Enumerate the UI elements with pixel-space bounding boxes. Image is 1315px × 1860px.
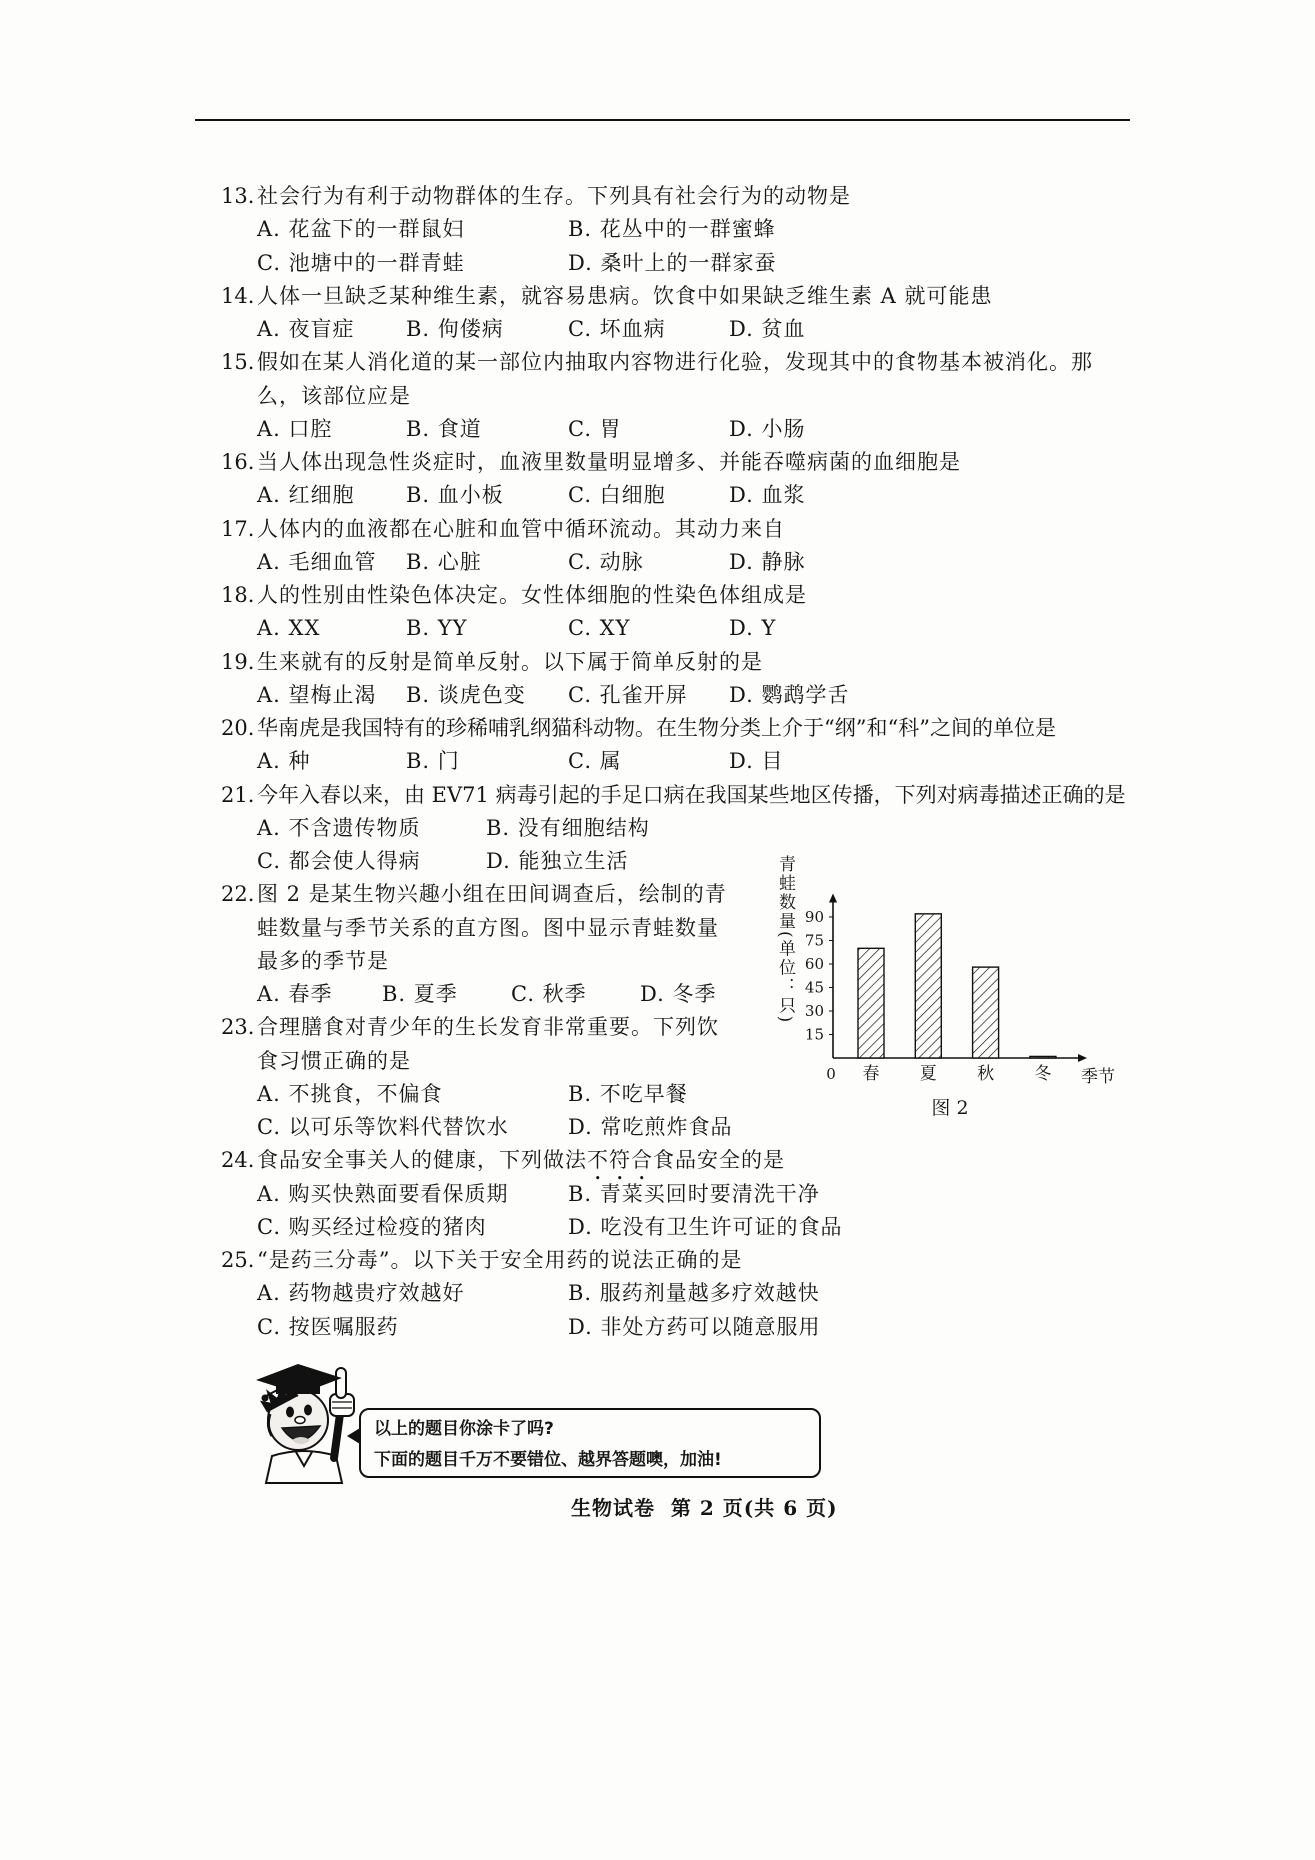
option-c: C. 以可乐等饮料代替饮水	[257, 1115, 509, 1139]
option-a: A. 毛细血管	[257, 549, 377, 574]
question-number: 13.	[221, 184, 255, 208]
option-a: A. 花盆下的一群鼠妇	[257, 217, 465, 242]
y-tick-label: 30	[804, 1001, 824, 1020]
emphasized-text: 不符合	[587, 1148, 653, 1173]
question-24-stem	[221, 1144, 1141, 1177]
option-a: A. 购买快熟面要看保质期	[257, 1181, 509, 1206]
option-a: A. 红细胞	[257, 483, 355, 508]
question-number: 15.	[221, 350, 255, 375]
question-text: 人的性别由性染色体决定。女性体细胞的性染色体组成是	[257, 583, 807, 607]
option-b: B. 食道	[406, 416, 482, 441]
option-a: A. 不含遗传物质	[257, 815, 421, 840]
question-24-options-row	[221, 1178, 1141, 1211]
option-d: D. 吃没有卫生许可证的食品	[568, 1214, 843, 1239]
option-c: C. XY	[568, 616, 631, 641]
question-14-stem	[221, 280, 1141, 313]
x-category-label: 春	[862, 1064, 880, 1084]
option-a: A. 望梅止渴	[257, 682, 377, 707]
y-tick-label: 60	[804, 954, 824, 973]
option-c: C. 秋季	[511, 982, 587, 1006]
y-axis-arrow	[829, 893, 837, 902]
y-tick-label: 15	[804, 1025, 824, 1044]
question-16-stem	[221, 446, 1141, 479]
question-text: 合理膳食对青少年的生长发育非常重要。下列饮	[257, 1015, 719, 1040]
y-tick-label: 45	[804, 978, 824, 997]
option-c: C. 坏血病	[568, 317, 666, 341]
header-rule	[195, 119, 1130, 121]
option-b: B. 服药剂量越多疗效越快	[568, 1281, 820, 1306]
question-14-options-row	[221, 313, 1141, 346]
question-text: 当人体出现急性炎症时，血液里数量明显增多、并能吞噬病菌的血细胞是	[257, 450, 961, 474]
figure-caption: 图 2	[931, 1097, 969, 1119]
cartoon-student-icon	[246, 1352, 364, 1484]
x-category-label: 冬	[1034, 1064, 1052, 1084]
question-number: 24.	[221, 1148, 255, 1173]
origin-label: 0	[826, 1065, 836, 1083]
option-d: D. 冬季	[640, 982, 717, 1006]
question-15-options-row	[221, 413, 1141, 446]
question-text: 食品安全事关人的健康，下列做法	[257, 1148, 587, 1173]
chart-y-axis-label: 青蛙数量(单位：只)	[775, 855, 795, 1025]
question-13-stem	[221, 180, 1141, 213]
question-15-stem	[221, 346, 1141, 379]
question-list	[221, 180, 1141, 1344]
speech-bubble-tail	[347, 1428, 360, 1444]
question-text: 人体一旦缺乏某种维生素，就容易患病。饮食中如果缺乏维生素 A 就可能患	[257, 283, 993, 308]
question-22-stem-continued: 最多的季节是	[257, 948, 389, 973]
option-b: B. 佝偻病	[406, 317, 504, 341]
question-20-stem	[221, 712, 1141, 745]
option-c: C. 按医嘱服药	[257, 1314, 399, 1339]
bar-春	[858, 948, 884, 1058]
question-17-options-row	[221, 546, 1141, 579]
reminder-line-1: 以上的题目你涂卡了吗?	[374, 1419, 554, 1439]
option-d: D. 鹦鹉学舌	[729, 682, 850, 707]
x-axis-label: 季节	[1081, 1067, 1115, 1087]
question-13-options-row	[221, 247, 1141, 280]
option-b: B. 门	[406, 749, 460, 774]
question-25-options-row	[221, 1311, 1141, 1344]
option-c: C. 孔雀开屏	[568, 682, 688, 707]
question-number: 14.	[221, 283, 255, 308]
question-number: 22.	[221, 882, 255, 907]
option-d: D. 血浆	[729, 483, 806, 508]
question-number: 19.	[221, 649, 255, 674]
question-number: 23.	[221, 1015, 255, 1040]
option-d: D. Y	[729, 616, 777, 641]
option-b: B. 不吃早餐	[568, 1081, 688, 1106]
option-b: B. 没有细胞结构	[486, 815, 650, 840]
option-d: D. 静脉	[729, 549, 806, 574]
question-24-options-row	[221, 1211, 1141, 1244]
reminder-line-2: 下面的题目千万不要错位、越界答题噢，加油!	[374, 1450, 722, 1470]
question-number: 25.	[221, 1248, 255, 1272]
question-text-end: 食品安全的是	[653, 1148, 785, 1173]
option-c: C. 都会使人得病	[257, 849, 421, 873]
question-18-stem	[221, 579, 1141, 612]
option-c: C. 池塘中的一群青蛙	[257, 250, 465, 275]
question-21-stem	[221, 779, 1141, 812]
question-text: “是药三分毒”。以下关于安全用药的说法正确的是	[257, 1248, 743, 1272]
option-b: B. 血小板	[406, 483, 504, 508]
option-a: A. 种	[257, 749, 311, 774]
option-a: A. 春季	[257, 982, 333, 1006]
option-c: C. 属	[568, 749, 622, 774]
question-19-stem	[221, 646, 1141, 679]
option-d: D. 贫血	[729, 317, 806, 341]
option-a: A. 夜盲症	[257, 317, 355, 341]
question-number: 16.	[221, 450, 255, 474]
question-25-stem	[221, 1244, 1141, 1277]
question-22-stem-continued: 蛙数量与季节关系的直方图。图中显示青蛙数量	[257, 915, 719, 940]
question-19-options-row	[221, 679, 1141, 712]
question-20-options-row	[221, 745, 1141, 778]
option-b: B. 花丛中的一群蜜蜂	[568, 217, 776, 242]
page-footer: 生物试卷 第 2 页(共 6 页)	[571, 1496, 838, 1520]
y-tick-label: 75	[804, 931, 824, 950]
option-a: A. 口腔	[257, 416, 333, 441]
question-18-options-row	[221, 612, 1141, 645]
option-d: D. 小肠	[729, 416, 806, 441]
x-category-label: 秋	[977, 1064, 995, 1084]
question-text: 社会行为有利于动物群体的生存。下列具有社会行为的动物是	[257, 184, 851, 208]
question-13-options-row	[221, 213, 1141, 246]
question-17-stem	[221, 513, 1141, 546]
bar-夏	[915, 914, 941, 1058]
question-number: 18.	[221, 583, 255, 607]
question-text: 华南虎是我国特有的珍稀哺乳纲猫科动物。在生物分类上介于“纲”和“科”之间的单位是	[257, 716, 1056, 740]
question-15-stem-continued: 么，该部位应是	[257, 383, 411, 408]
question-23-stem-continued: 食习惯正确的是	[257, 1048, 411, 1073]
option-d: D. 非处方药可以随意服用	[568, 1314, 821, 1339]
question-number: 17.	[221, 516, 255, 541]
question-text: 假如在某人消化道的某一部位内抽取内容物进行化验，发现其中的食物基本被消化。那	[257, 350, 1093, 375]
question-25-options-row	[221, 1277, 1141, 1310]
option-c: C. 动脉	[568, 549, 644, 574]
option-a: A. XX	[257, 616, 321, 641]
option-c: C. 白细胞	[568, 483, 666, 508]
option-d: D. 常吃煎炸食品	[568, 1115, 733, 1139]
question-number: 20.	[221, 716, 255, 740]
option-b: B. 青菜买回时要清洗干净	[568, 1181, 820, 1206]
option-b: B. 谈虎色变	[406, 682, 526, 707]
option-a: A. 不挑食，不偏食	[257, 1081, 443, 1106]
question-text: 生来就有的反射是简单反射。以下属于简单反射的是	[257, 649, 763, 674]
y-tick-label: 90	[804, 907, 824, 926]
option-b: B. 夏季	[382, 982, 458, 1006]
x-axis-arrow	[1078, 1054, 1087, 1062]
question-number: 21.	[221, 782, 255, 807]
reminder-speech-bubble	[359, 1408, 821, 1478]
question-text: 图 2 是某生物兴趣小组在田间调查后，绘制的青	[257, 882, 727, 907]
bar-冬	[1030, 1056, 1056, 1058]
x-category-label: 夏	[919, 1064, 937, 1084]
question-text: 今年入春以来，由 EV71 病毒引起的手足口病在我国某些地区传播，下列对病毒描述正确的是	[257, 782, 1126, 807]
option-c: C. 胃	[568, 416, 622, 441]
option-d: D. 能独立生活	[486, 849, 629, 873]
bar-秋	[973, 967, 999, 1058]
question-16-options-row	[221, 479, 1141, 512]
question-text: 人体内的血液都在心脏和血管中循环流动。其动力来自	[257, 516, 785, 541]
frog-season-bar-chart	[760, 840, 1140, 1140]
option-b: B. 心脏	[406, 549, 482, 574]
option-d: D. 目	[729, 749, 784, 774]
option-c: C. 购买经过检疫的猪肉	[257, 1214, 487, 1239]
option-d: D. 桑叶上的一群家蚕	[568, 250, 777, 275]
option-a: A. 药物越贵疗效越好	[257, 1281, 465, 1306]
option-b: B. YY	[406, 616, 468, 641]
